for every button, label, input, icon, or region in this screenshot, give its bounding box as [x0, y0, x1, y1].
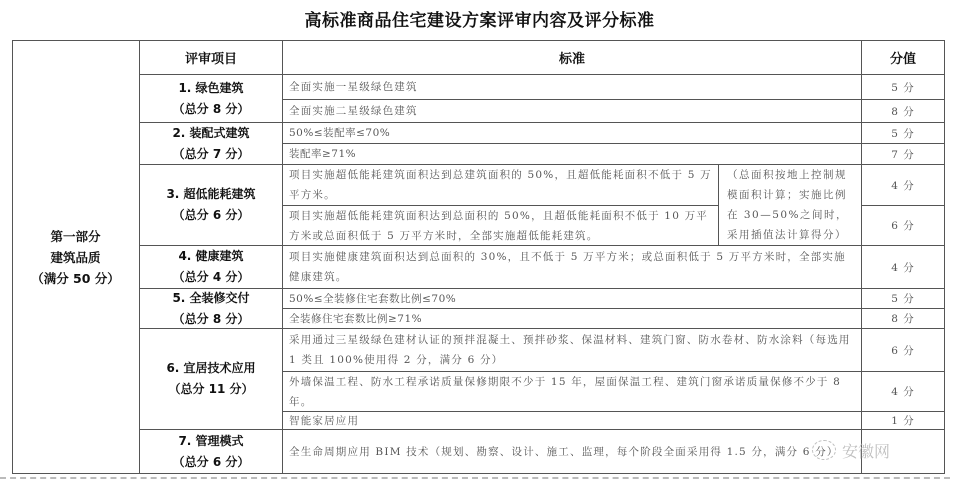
watermark	[812, 436, 957, 464]
criterion-score: 6 分	[862, 329, 945, 372]
criterion-score: 5 分	[862, 289, 945, 309]
item-name: 3. 超低能耗建筑	[166, 187, 256, 201]
item-ultra-low-energy	[140, 165, 283, 246]
item-name: 5. 全装修交付	[172, 290, 250, 305]
item-total: （总分 4 分）	[172, 270, 250, 284]
calculation-note: （总面积按地上控制规模面积计算；实施比例在 30—50%之间时，采用插值法计算得分）	[719, 165, 862, 246]
criterion-score: 5 分	[862, 123, 945, 144]
criterion-score: 4 分	[862, 246, 945, 289]
criterion: 项目实施健康建筑面积达到总面积的 30%，且不低于 5 万平方米；或总面积低于 5 万平方米时，全部实施健康建筑。	[283, 246, 862, 289]
criterion-score: 8 分	[862, 309, 945, 329]
criterion-score: 7 分	[862, 144, 945, 165]
item-healthy-building	[140, 246, 283, 289]
criterion: 全生命周期应用 BIM 技术（规划、勘察、设计、施工、监理，每个阶段全面采用得 1.5 分，满分 6 分）	[283, 430, 862, 474]
item-total: （总分 8 分）	[172, 101, 250, 116]
header-score	[862, 40, 945, 75]
criterion: 50%≤全装修住宅套数比例≤70%	[283, 289, 862, 309]
criterion: 外墙保温工程、防水工程承诺质量保修期限不少于 15 年，屋面保温工程、建筑门窗承诺质量保修不少于 8 年。	[283, 372, 862, 412]
part-label-line1: 第一部分	[50, 228, 101, 244]
item-total: （总分 6 分）	[172, 208, 250, 222]
criterion: 智能家居应用	[283, 412, 862, 430]
header-item-label: 评审项目	[184, 51, 237, 67]
criterion: 装配率≥71%	[283, 144, 862, 165]
item-total: （总分 8 分）	[172, 311, 250, 326]
criterion: 全装修住宅套数比例≥71%	[283, 309, 862, 329]
criterion: 采用通过三星级绿色建材认证的预拌混凝土、预拌砂浆、保温材料、建筑门窗、防水卷材、防水涂料（每选用 1 类且 100%使用得 2 分，满分 6 分）	[283, 329, 862, 372]
criterion-score: 4 分	[862, 372, 945, 412]
criterion: 全面实施一星级绿色建筑	[283, 75, 862, 100]
item-name: 6. 宜居技术应用	[166, 361, 256, 375]
item-name: 4. 健康建筑	[178, 249, 244, 263]
item-name: 2. 装配式建筑	[172, 125, 250, 140]
header-standard	[283, 40, 862, 75]
header-standard-label: 标准	[558, 51, 585, 67]
document-title: 高标准商品住宅建设方案评审内容及评分标准	[304, 11, 655, 31]
item-livable-tech	[140, 329, 283, 430]
criterion-score: 8 分	[862, 100, 945, 123]
criterion: 项目实施超低能耗建筑面积达到总建筑面积的 50%，且超低能耗面积不低于 5 万平方米。	[283, 165, 719, 206]
criterion-score: 1 分	[862, 412, 945, 430]
item-name: 1. 绿色建筑	[178, 80, 244, 95]
criterion: 50%≤装配率≤70%	[283, 123, 862, 144]
item-total: （总分 11 分）	[168, 382, 254, 396]
watermark-logo-icon	[812, 440, 836, 460]
criterion-score: 6 分	[862, 206, 945, 246]
criterion: 项目实施超低能耗建筑面积达到总面积的 50%，且超低能耗面积不低于 10 万平方米或总面积低于 5 万平方米时，全部实施超低能耗建筑。	[283, 206, 719, 246]
item-total: （总分 6 分）	[172, 454, 250, 469]
header-score-label: 分值	[889, 51, 916, 67]
item-management-mode	[140, 430, 283, 474]
criterion-score: 4 分	[862, 165, 945, 206]
criterion-score: 5 分	[862, 75, 945, 100]
header-item	[140, 40, 283, 75]
item-prefab-building	[140, 123, 283, 165]
item-total: （总分 7 分）	[172, 146, 250, 161]
part-label-line3: （满分 50 分）	[31, 270, 120, 286]
part-label-cell	[12, 40, 140, 474]
part-label-line2: 建筑品质	[50, 249, 101, 265]
criterion: 全面实施二星级绿色建筑	[283, 100, 862, 123]
item-full-decoration	[140, 289, 283, 329]
item-green-building	[140, 75, 283, 123]
watermark-dashed-border	[0, 477, 950, 479]
item-name: 7. 管理模式	[178, 433, 244, 448]
watermark-text: 安徽网	[842, 441, 891, 461]
